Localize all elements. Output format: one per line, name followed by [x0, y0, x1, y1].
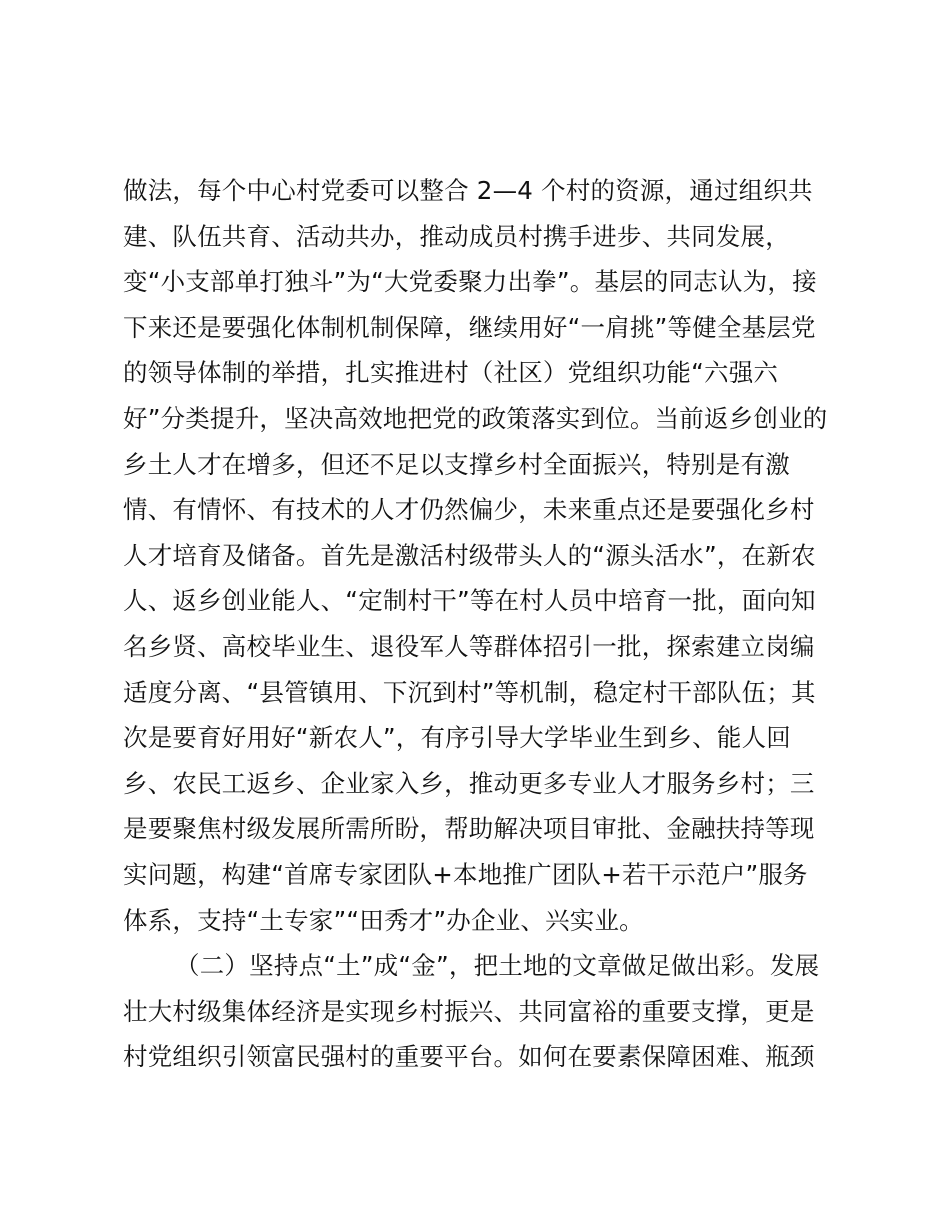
text-line: 壮大村级集体经济是实现乡村振兴、共同富裕的重要支撑，更是 [123, 996, 815, 1026]
text-line: 体系，支持“土专家”“田秀才”办企业、兴实业。 [123, 905, 644, 935]
text-line: 村党组织引领富民强村的重要平台。如何在要素保障困难、瓶颈 [123, 1042, 815, 1072]
text-line: 次是要育好用好“新农人”，有序引导大学毕业生到乡、能人回 [123, 723, 791, 753]
text-line: 情、有情怀、有技术的人才仍然偏少，未来重点还是要强化乡村 [123, 495, 815, 525]
text-line: 乡、农民工返乡、企业家入乡，推动更多专业人才服务乡村；三 [123, 768, 815, 798]
body-text [123, 168, 833, 1080]
text-line: 建、队伍共育、活动共办，推动成员村携手进步、共同发展， [123, 221, 790, 251]
text-line: 好”分类提升，坚决高效地把党的政策落实到位。当前返乡创业的 [123, 403, 828, 433]
text-line: 乡土人才在增多，但还不足以支撑乡村全面振兴，特别是有激 [123, 449, 790, 479]
text-line: 是要聚焦村级发展所需所盼，帮助解决项目审批、金融扶持等现 [123, 814, 815, 844]
text-line: 适度分离、“县管镇用、下沉到村”等机制，稳定村干部队伍；其 [123, 677, 816, 707]
text-line: 下来还是要强化体制机制保障，继续用好“一肩挑”等健全基层党 [123, 312, 816, 342]
text-line: 变“小支部单打独斗”为“大党委聚力出拳”。基层的同志认为，接 [123, 267, 817, 297]
text-line: 做法，每个中心村党委可以整合 2—4 个村的资源，通过组织共 [123, 176, 813, 205]
text-line: 人才培育及储备。首先是激活村级带头人的“源头活水”，在新农 [123, 540, 816, 570]
text-line: 名乡贤、高校毕业生、退役军人等群体招引一批，探索建立岗编 [123, 631, 815, 661]
section-heading-line: （二）坚持点“土”成“金”，把土地的文章做足做出彩。发展 [175, 951, 820, 981]
text-line: 人、返乡创业能人、“定制村干”等在村人员中培育一批，面向知 [123, 586, 816, 616]
text-line: 的领导体制的举措，扎实推进村（社区）党组织功能“六强六 [123, 358, 779, 388]
text-line: 实问题，构建“首席专家团队+本地推广团队+若干示范户”服务 [123, 859, 808, 889]
